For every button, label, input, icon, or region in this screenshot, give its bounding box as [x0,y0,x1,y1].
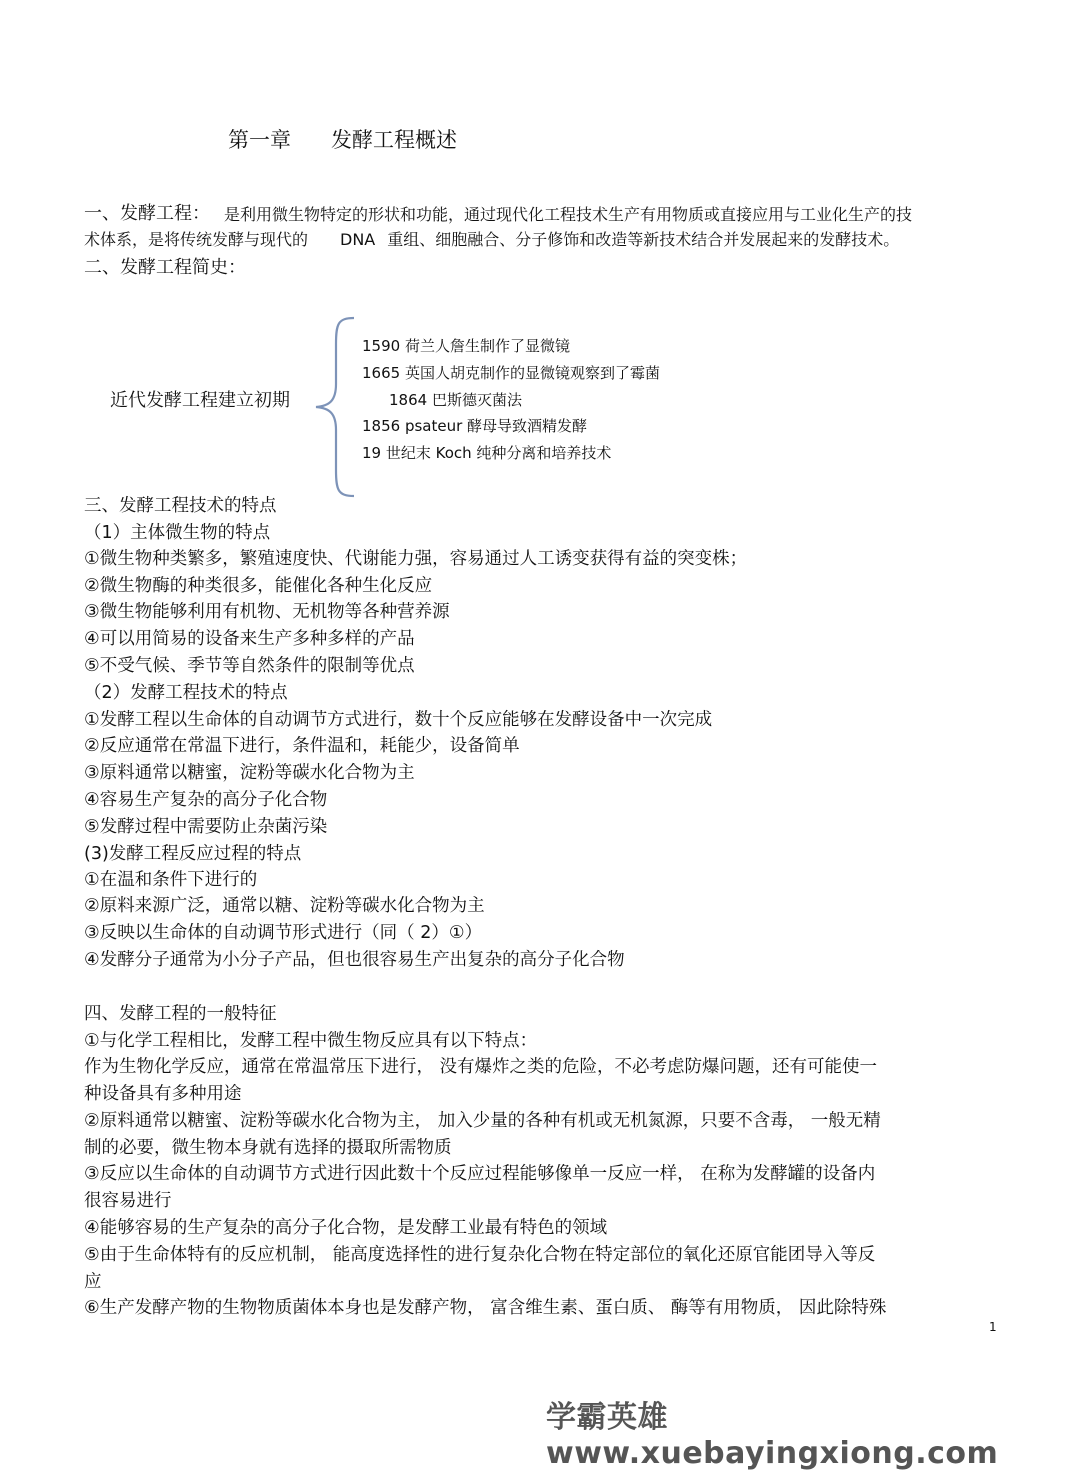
section4-line: ④能够容易的生产复杂的高分子化合物，是发酵工业最有特色的领域 [84,1218,608,1238]
list-item: ②微生物酶的种类很多，能催化各种生化反应 [84,576,433,596]
section4-line: ①与化学工程相比，发酵工程中微生物反应具有以下特点： [84,1031,538,1051]
section4-heading: 四、发酵工程的一般特征 [84,1004,277,1024]
list-item: ④发酵分子通常为小分子产品，但也很容易生产出复杂的高分子化合物 [84,950,625,970]
page-number: 1 [989,1320,997,1334]
list-item: ⑤发酵过程中需要防止杂菌污染 [84,817,328,837]
section1-label: 一、发酵工程： [84,203,210,224]
list-item: ②原料来源广泛，通常以糖、淀粉等碳水化合物为主 [84,896,485,916]
watermark: 学霸英雄 www.xuebayingxiong.com [546,1400,999,1471]
section1-dna: DNA [340,230,376,249]
section1-line2-start: 术体系，是将传统发酵与现代的 [84,230,309,249]
section4-line: 很容易进行 [84,1191,172,1211]
page-title [228,124,457,154]
section4-line: 作为生物化学反应，通常在常温常压下进行， 没有爆炸之类的危险，不必考虑防爆问题，还有可能使一 [84,1057,878,1077]
section4-line: ⑤由于生命体特有的反应机制， 能高度选择性的进行复杂化合物在特定部位的氧化还原官能团导入等反 [84,1245,876,1265]
section2-heading: 二、发酵工程简史： [84,257,246,278]
section4-line: 应 [84,1272,102,1292]
curly-brace-icon [312,314,358,500]
section1-line1: 是利用微生物特定的形状和功能，通过现代化工程技术生产有用物质或直接应用与工业化生产的技 [224,205,913,224]
chapter-number: 第一章 [228,128,291,152]
list-item: ③反映以生命体的自动调节形式进行（同（ 2）①） [84,923,483,943]
list-item: ①微生物种类繁多，繁殖速度快、代谢能力强，容易通过人工诱变获得有益的突变株； [84,549,748,569]
list-item: ①发酵工程以生命体的自动调节方式进行，数十个反应能够在发酵设备中一次完成 [84,710,713,730]
section4-line: ⑥生产发酵产物的生物物质菌体本身也是发酵产物， 富含维生素、蛋白质、 酶等有用物质， 因此除特殊 [84,1298,887,1318]
section3-sub2: （2）发酵工程技术的特点 [84,683,288,703]
era-label: 近代发酵工程建立初期 [110,390,290,411]
list-item: ③微生物能够利用有机物、无机物等各种营养源 [84,602,450,622]
section4-line: ②原料通常以糖蜜、淀粉等碳水化合物为主， 加入少量的各种有机或无机氮源，只要不含毒， 一般无精 [84,1111,881,1131]
section1-line2-rest: 重组、细胞融合、分子修饰和改造等新技术结合并发展起来的发酵技术。 [387,230,900,249]
section3-sub1: （1）主体微生物的特点 [84,523,271,543]
list-item: ②反应通常在常温下进行，条件温和，耗能少，设备简单 [84,736,520,756]
list-item: ④可以用简易的设备来生产多种多样的产品 [84,629,415,649]
section4-line: ③反应以生命体的自动调节方式进行因此数十个反应过程能够像单一反应一样， 在称为发酵罐的设备内 [84,1164,876,1184]
timeline-item: 1590 荷兰人詹生制作了显微镜 [362,337,570,355]
timeline-item: 1864 巴斯德灭菌法 [389,391,522,409]
chapter-name: 发酵工程概述 [331,128,457,152]
section3-sub3: (3)发酵工程反应过程的特点 [84,844,302,864]
section4-line: 种设备具有多种用途 [84,1084,242,1104]
timeline-item: 1856 psateur 酵母导致酒精发酵 [362,417,588,435]
list-item: ④容易生产复杂的高分子化合物 [84,790,328,810]
list-item: ①在温和条件下进行的 [84,870,258,890]
section1-line2 [84,227,899,250]
section3-heading: 三、发酵工程技术的特点 [84,496,277,516]
list-item: ③原料通常以糖蜜，淀粉等碳水化合物为主 [84,763,415,783]
timeline-item: 1665 英国人胡克制作的显微镜观察到了霉菌 [362,364,660,382]
list-item: ⑤不受气候、季节等自然条件的限制等优点 [84,656,415,676]
section4-line: 制的必要，微生物本身就有选择的摄取所需物质 [84,1138,452,1158]
timeline-item: 19 世纪末 Koch 纯种分离和培养技术 [362,444,612,462]
